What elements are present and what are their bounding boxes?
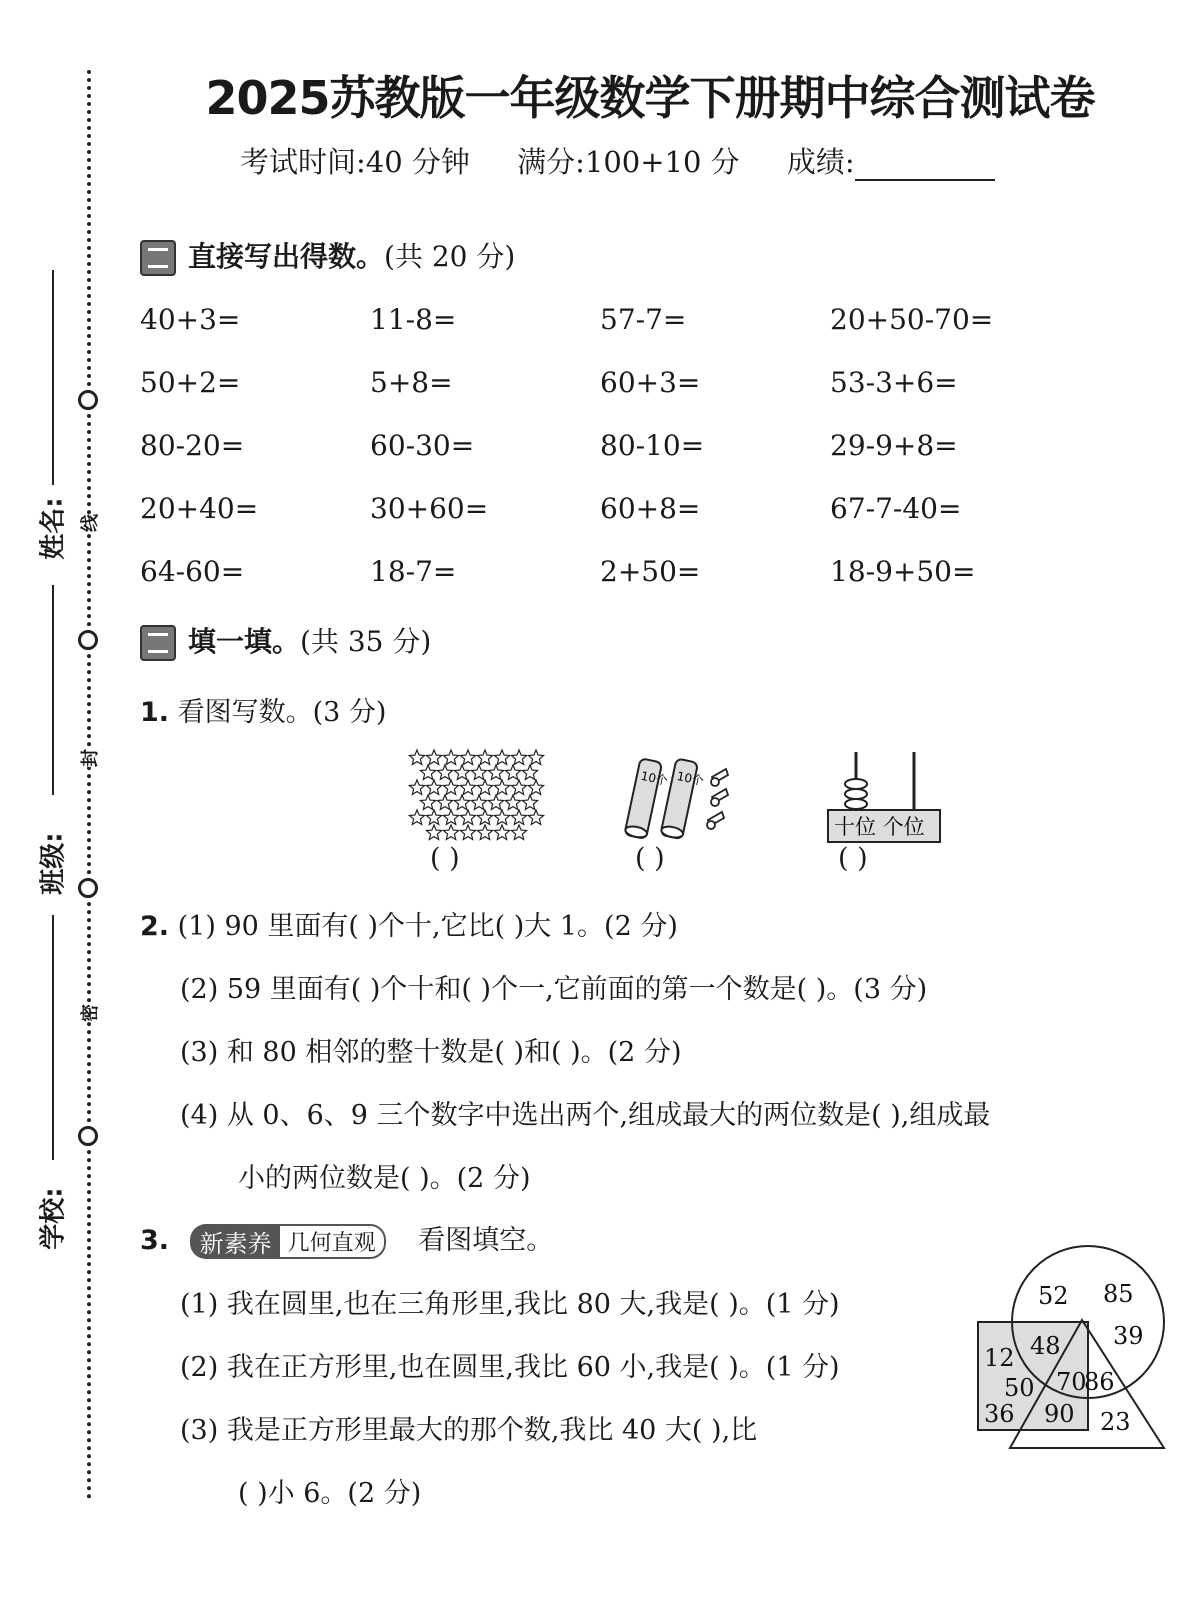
section2-title: 填一填。 xyxy=(188,625,301,658)
question-1 xyxy=(140,690,386,729)
venn-diagram xyxy=(970,1242,1170,1457)
star-icon xyxy=(494,750,509,765)
section1-heading xyxy=(140,235,515,276)
star-icon xyxy=(511,750,526,765)
star-icon xyxy=(494,780,509,795)
question-2-4-cont[interactable]: 小的两位数是( )。(2 分) xyxy=(238,1163,531,1194)
star-icon xyxy=(511,825,526,840)
cut-mark: 封 xyxy=(76,749,102,767)
star-icon xyxy=(443,780,458,795)
calc-item[interactable]: 50+2= xyxy=(140,366,241,399)
star-icon xyxy=(494,810,509,825)
venn-number: 36 xyxy=(984,1400,1015,1428)
binding-ring xyxy=(78,878,98,898)
binding-dotted-line xyxy=(87,70,91,1500)
calc-item[interactable]: 57-7= xyxy=(600,303,687,336)
bundle-label: 10个 xyxy=(675,768,706,789)
star-icon xyxy=(471,765,486,780)
star-icon xyxy=(443,750,458,765)
calc-item[interactable]: 11-8= xyxy=(370,303,457,336)
star-icon xyxy=(426,825,441,840)
calc-item[interactable]: 5+8= xyxy=(370,366,453,399)
calc-item[interactable]: 20+50-70= xyxy=(830,303,994,336)
star-icon xyxy=(460,780,475,795)
question-2-4[interactable]: (4) 从 0、6、9 三个数字中选出两个,组成最大的两位数是( ),组成最 xyxy=(180,1100,991,1131)
star-icon xyxy=(437,795,452,810)
star-icon xyxy=(477,780,492,795)
name-write-line[interactable] xyxy=(52,270,54,485)
venn-number: 86 xyxy=(1084,1368,1115,1396)
question-3-3[interactable]: (3) 我是正方形里最大的那个数,我比 40 大( ),比 xyxy=(180,1415,758,1446)
class-write-line[interactable] xyxy=(52,585,54,795)
section1-title: 直接写出得数。 xyxy=(188,240,385,273)
calc-item[interactable]: 60+3= xyxy=(600,366,701,399)
full-score: 满分:100+10 分 xyxy=(517,145,740,179)
stars-picture xyxy=(400,748,550,843)
shuttlecock-bundles-picture xyxy=(620,755,750,845)
venn-number: 85 xyxy=(1103,1280,1134,1308)
star-icon xyxy=(454,765,469,780)
question-2-3[interactable]: (3) 和 80 相邻的整十数是( )和( )。(2 分) xyxy=(180,1037,682,1068)
calc-item[interactable]: 67-7-40= xyxy=(830,492,962,525)
star-icon xyxy=(426,750,441,765)
star-icon xyxy=(426,810,441,825)
star-icon xyxy=(420,795,435,810)
star-icon xyxy=(409,810,424,825)
venn-number: 90 xyxy=(1044,1400,1075,1428)
section2-heading xyxy=(140,620,431,661)
star-icon xyxy=(460,810,475,825)
star-icon xyxy=(505,765,520,780)
calc-item[interactable]: 20+40= xyxy=(140,492,259,525)
geometry-tag: 几何直观 xyxy=(278,1224,386,1259)
school-write-line[interactable] xyxy=(52,915,54,1160)
section-number-icon xyxy=(140,240,176,276)
star-icon xyxy=(528,810,543,825)
calc-item[interactable]: 40+3= xyxy=(140,303,241,336)
exam-time: 考试时间:40 分钟 xyxy=(240,145,470,179)
star-icon xyxy=(505,795,520,810)
venn-number: 50 xyxy=(1004,1374,1035,1402)
star-icon xyxy=(454,795,469,810)
calc-item[interactable]: 18-9+50= xyxy=(830,555,976,588)
star-icon xyxy=(443,825,458,840)
section2-points: (共 35 分) xyxy=(300,625,432,658)
question-number: 1. xyxy=(140,697,170,728)
grade-blank[interactable] xyxy=(855,149,995,181)
star-icon xyxy=(477,825,492,840)
exam-title: 2025苏教版一年级数学下册期中综合测试卷 xyxy=(205,71,1095,125)
question-text[interactable]: (1) 90 里面有( )个十,它比( )大 1。(2 分) xyxy=(177,911,678,942)
calc-item[interactable]: 60-30= xyxy=(370,429,475,462)
venn-number: 48 xyxy=(1030,1332,1061,1360)
calc-item[interactable]: 60+8= xyxy=(600,492,701,525)
new-literacy-tag: 新素养 xyxy=(190,1224,278,1259)
calc-item[interactable]: 2+50= xyxy=(600,555,701,588)
section1-points: (共 20 分) xyxy=(384,240,516,273)
star-icon xyxy=(488,765,503,780)
school-label: 学校: xyxy=(38,1187,69,1250)
name-label: 姓名: xyxy=(38,497,69,560)
answer-blank[interactable]: ( ) xyxy=(635,843,665,874)
star-icon xyxy=(460,750,475,765)
star-icon xyxy=(409,750,424,765)
calc-item[interactable]: 18-7= xyxy=(370,555,457,588)
answer-blank[interactable]: ( ) xyxy=(838,843,868,874)
star-icon xyxy=(494,825,509,840)
calc-item[interactable]: 29-9+8= xyxy=(830,429,958,462)
calc-item[interactable]: 80-20= xyxy=(140,429,245,462)
bundle-label: 10个 xyxy=(639,768,670,789)
section-number-icon xyxy=(140,625,176,661)
venn-number: 23 xyxy=(1100,1408,1131,1436)
question-3-2[interactable]: (2) 我在正方形里,也在圆里,我比 60 小,我是( )。(1 分) xyxy=(180,1352,840,1383)
question-number: 3. xyxy=(140,1225,170,1256)
answer-blank[interactable]: ( ) xyxy=(430,843,460,874)
star-icon xyxy=(477,810,492,825)
question-2-1 xyxy=(140,904,678,943)
cut-mark: 线 xyxy=(76,514,102,532)
star-icon xyxy=(528,780,543,795)
abacus-picture xyxy=(826,750,946,848)
venn-number: 39 xyxy=(1113,1322,1144,1350)
calc-item[interactable]: 80-10= xyxy=(600,429,705,462)
venn-number: 12 xyxy=(984,1344,1015,1372)
binding-ring xyxy=(78,630,98,650)
abacus-label: 十位 个位 xyxy=(834,815,925,839)
star-icon xyxy=(409,780,424,795)
star-icon xyxy=(511,810,526,825)
star-icon xyxy=(426,780,441,795)
star-icon xyxy=(528,750,543,765)
calc-item[interactable]: 30+60= xyxy=(370,492,489,525)
venn-number: 52 xyxy=(1038,1282,1069,1310)
calc-item[interactable]: 53-3+6= xyxy=(830,366,958,399)
question-text: 看图填空。 xyxy=(418,1225,554,1256)
star-icon xyxy=(522,795,537,810)
grade-label: 成绩: xyxy=(786,145,855,179)
star-icon xyxy=(443,810,458,825)
star-icon xyxy=(420,765,435,780)
star-icon xyxy=(522,765,537,780)
class-label: 班级: xyxy=(38,832,69,895)
binding-ring xyxy=(78,390,98,410)
star-icon xyxy=(488,795,503,810)
venn-number: 70 xyxy=(1056,1368,1087,1396)
star-icon xyxy=(511,780,526,795)
question-3-1[interactable]: (1) 我在圆里,也在三角形里,我比 80 大,我是( )。(1 分) xyxy=(180,1289,840,1320)
question-number: 2. xyxy=(140,911,170,942)
star-icon xyxy=(471,795,486,810)
question-2-2[interactable]: (2) 59 里面有( )个十和( )个一,它前面的第一个数是( )。(3 分) xyxy=(180,974,928,1005)
exam-subtitle xyxy=(240,140,1033,181)
calc-item[interactable]: 64-60= xyxy=(140,555,245,588)
question-3-3-cont[interactable]: ( )小 6。(2 分) xyxy=(238,1478,422,1509)
question-text: 看图写数。(3 分) xyxy=(177,697,387,728)
binding-ring xyxy=(78,1126,98,1146)
cut-mark: 密 xyxy=(76,1004,102,1022)
star-icon xyxy=(437,765,452,780)
star-icon xyxy=(477,750,492,765)
star-icon xyxy=(460,825,475,840)
question-3 xyxy=(140,1218,553,1259)
